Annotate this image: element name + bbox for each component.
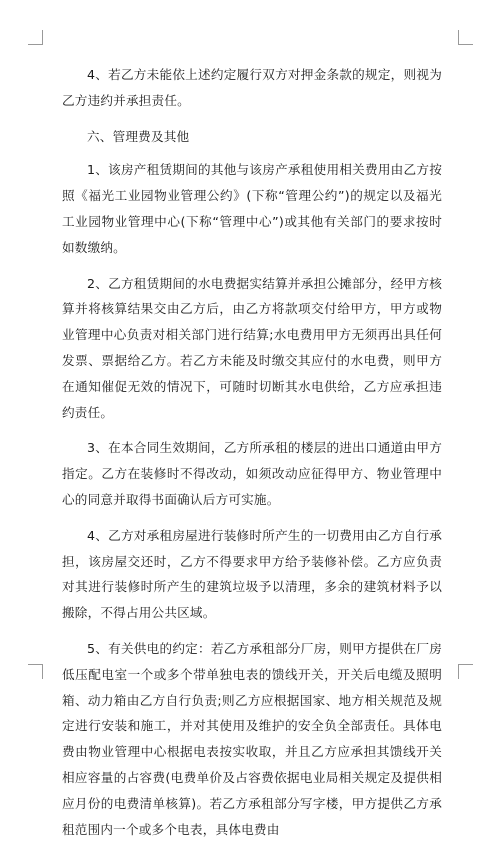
crop-mark-bottom-right xyxy=(458,664,473,679)
paragraph-utilities: 2、乙方租赁期间的水电费据实结算并承担公摊部分，经甲方核算并将核算结果交由乙方后，由乙方将款项交付给甲方，甲方或物业管理中心负责对相关部门进行结算;水电费用甲方无须再出具任何发票、票据给乙方。若乙方未能及时缴交其应付的水电费，则甲方在通知催促无效的情况下，可随时切断其水电供给，乙方应承担违约责任。 xyxy=(62,275,442,420)
section-heading-management-fees: 六、管理费及其他 xyxy=(87,128,190,144)
document-body xyxy=(62,62,442,852)
paragraph-power-supply: 5、有关供电的约定：若乙方承租部分厂房，则甲方提供在厂房低压配电室一个或多个带单独电表的馈线开关，开关后电缆及照明箱、动力箱由乙方自行负责;则乙方应根据国家、地方相关规范及规定进行安装和施工，并对其使用及维护的安全负全部责任。具体电费由物业管理中心根据电表按实收取，并且乙方应承担其馈线开关相应容量的占容费(电费单价及占容费依据电业局相关规定及提供相应月份的电费清单核算)。若乙方承租部分写字楼，甲方提供乙方承租范围内一个或多个电表，具体电费由 xyxy=(62,640,442,837)
crop-mark-top-left xyxy=(28,30,43,45)
paragraph-access-passage: 3、在本合同生效期间，乙方所承租的楼层的进出口通道由甲方指定。乙方在装修时不得改动，如须改动应征得甲方、物业管理中心的同意并取得书面确认后方可实施。 xyxy=(62,440,442,507)
crop-mark-bottom-left xyxy=(28,664,43,679)
paragraph-deposit-breach: 4、若乙方未能依上述约定履行双方对押金条款的规定，则视为乙方违约并承担责任。 xyxy=(62,67,442,108)
paragraph-renovation: 4、乙方对承租房屋进行装修时所产生的一切费用由乙方自行承担，该房屋交还时，乙方不得要求甲方给予装修补偿。乙方应负责对其进行装修时所产生的建筑垃圾予以清理，多余的建筑材料予以搬除，不得占用公共区域。 xyxy=(62,527,442,621)
crop-mark-top-right xyxy=(458,30,473,45)
paragraph-other-fees: 1、该房产租赁期间的其他与该房产承租使用相关费用由乙方按照《福光工业园物业管理公约》(下称“管理公约”)的规定以及福光工业园物业管理中心(下称“管理中心”)或其他有关部门的要求按时如数缴纳。 xyxy=(62,162,442,255)
